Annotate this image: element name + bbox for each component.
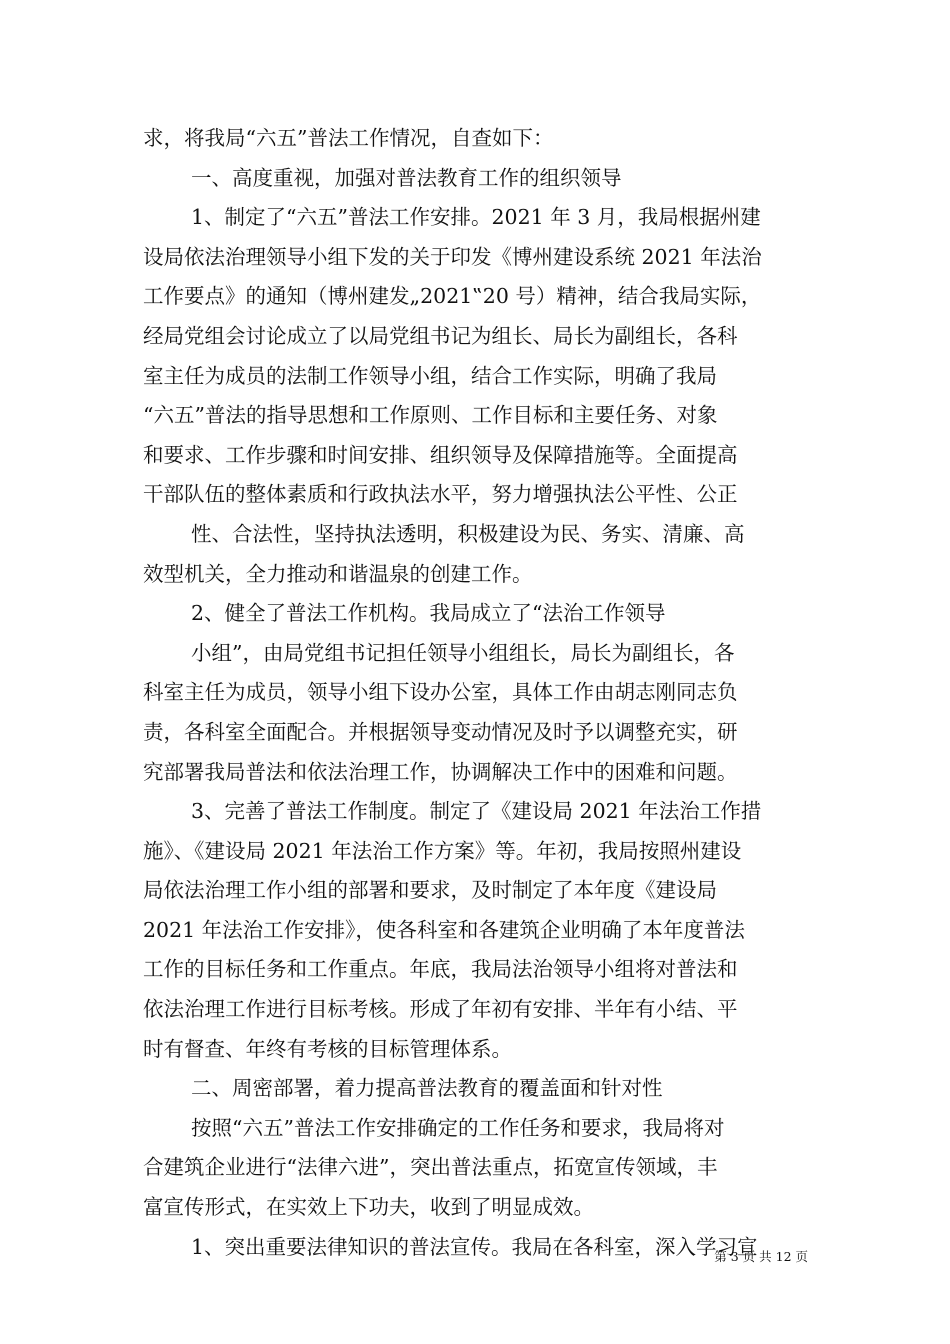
text-line: 求，将我局“六五”普法工作情况，自查如下： [143, 126, 554, 150]
text-line: 2021 年法治工作安排》，使各科室和各建筑企业明确了本年度普法 [143, 917, 745, 942]
text-line: 依法治理工作进行目标考核。形成了年初有安排、半年有小结、平 [143, 997, 738, 1022]
text-line: 时有督查、年终有考核的目标管理体系。 [143, 1036, 512, 1061]
text-line: 一、高度重视，加强对普法教育工作的组织领导 [191, 165, 622, 190]
text-line: 富宣传形式，在实效上下功夫，收到了明显成效。 [143, 1195, 594, 1220]
text-line: 1、突出重要法律知识的普法宣传。我局在各科室，深入学习宣 [191, 1234, 758, 1259]
text-line: 设局依法治理领导小组下发的关于印发《博州建设系统 2021 年法治 [143, 244, 762, 269]
text-line: 2、健全了普法工作机构。我局成立了“法治工作领导 [191, 601, 666, 626]
text-line: 二、周密部署，着力提高普法教育的覆盖面和针对性 [191, 1076, 663, 1101]
text-line: “六五”普法的指导思想和工作原则、工作目标和主要任务、对象 [143, 403, 718, 428]
text-line: 施》、《建设局 2021 年法治工作方案》等。年初，我局按照州建设 [143, 838, 742, 863]
document-body [143, 119, 807, 1267]
text-line: 3、完善了普法工作制度。制定了《建设局 2021 年法治工作措 [191, 799, 762, 824]
text-line: 究部署我局普法和依法治理工作，协调解决工作中的困难和问题。 [143, 759, 738, 784]
text-line: 工作的目标任务和工作重点。年底，我局法治领导小组将对普法和 [143, 957, 738, 982]
text-line: 合建筑企业进行“法律六进”，突出普法重点，拓宽宣传领域，丰 [143, 1155, 718, 1180]
text-line: 小组”，由局党组书记担任领导小组组长，局长为副组长，各 [191, 640, 735, 665]
text-line: 责，各科室全面配合。并根据领导变动情况及时予以调整充实，研 [143, 719, 738, 744]
text-line: 局依法治理工作小组的部署和要求，及时制定了本年度《建设局 [143, 878, 717, 903]
text-line: 经局党组会讨论成立了以局党组书记为组长、局长为副组长，各科 [143, 323, 738, 348]
text-line: 性、合法性，坚持执法透明，积极建设为民、务实、清廉、高 [191, 521, 745, 546]
text-line: 科室主任为成员，领导小组下设办公室，具体工作由胡志刚同志负 [143, 680, 738, 705]
text-line: 1、制定了“六五”普法工作安排。2021 年 3 月，我局根据州建 [191, 205, 761, 230]
page-number: 第 3 页 共 12 页 [714, 1249, 808, 1264]
text-line: 效型机关，全力推动和谐温泉的创建工作。 [143, 561, 533, 586]
text-line: 室主任为成员的法制工作领导小组，结合工作实际，明确了我局 [143, 363, 717, 388]
text-line: 按照“六五”普法工作安排确定的工作任务和要求，我局将对 [191, 1115, 725, 1140]
text-line: 干部队伍的整体素质和行政执法水平，努力增强执法公平性、公正 [143, 482, 738, 507]
text-line: 工作要点》的通知（博州建发„2021‟20 号）精神，结合我局实际， [143, 284, 762, 309]
text-line: 和要求、工作步骤和时间安排、组织领导及保障措施等。全面提高 [143, 442, 738, 467]
